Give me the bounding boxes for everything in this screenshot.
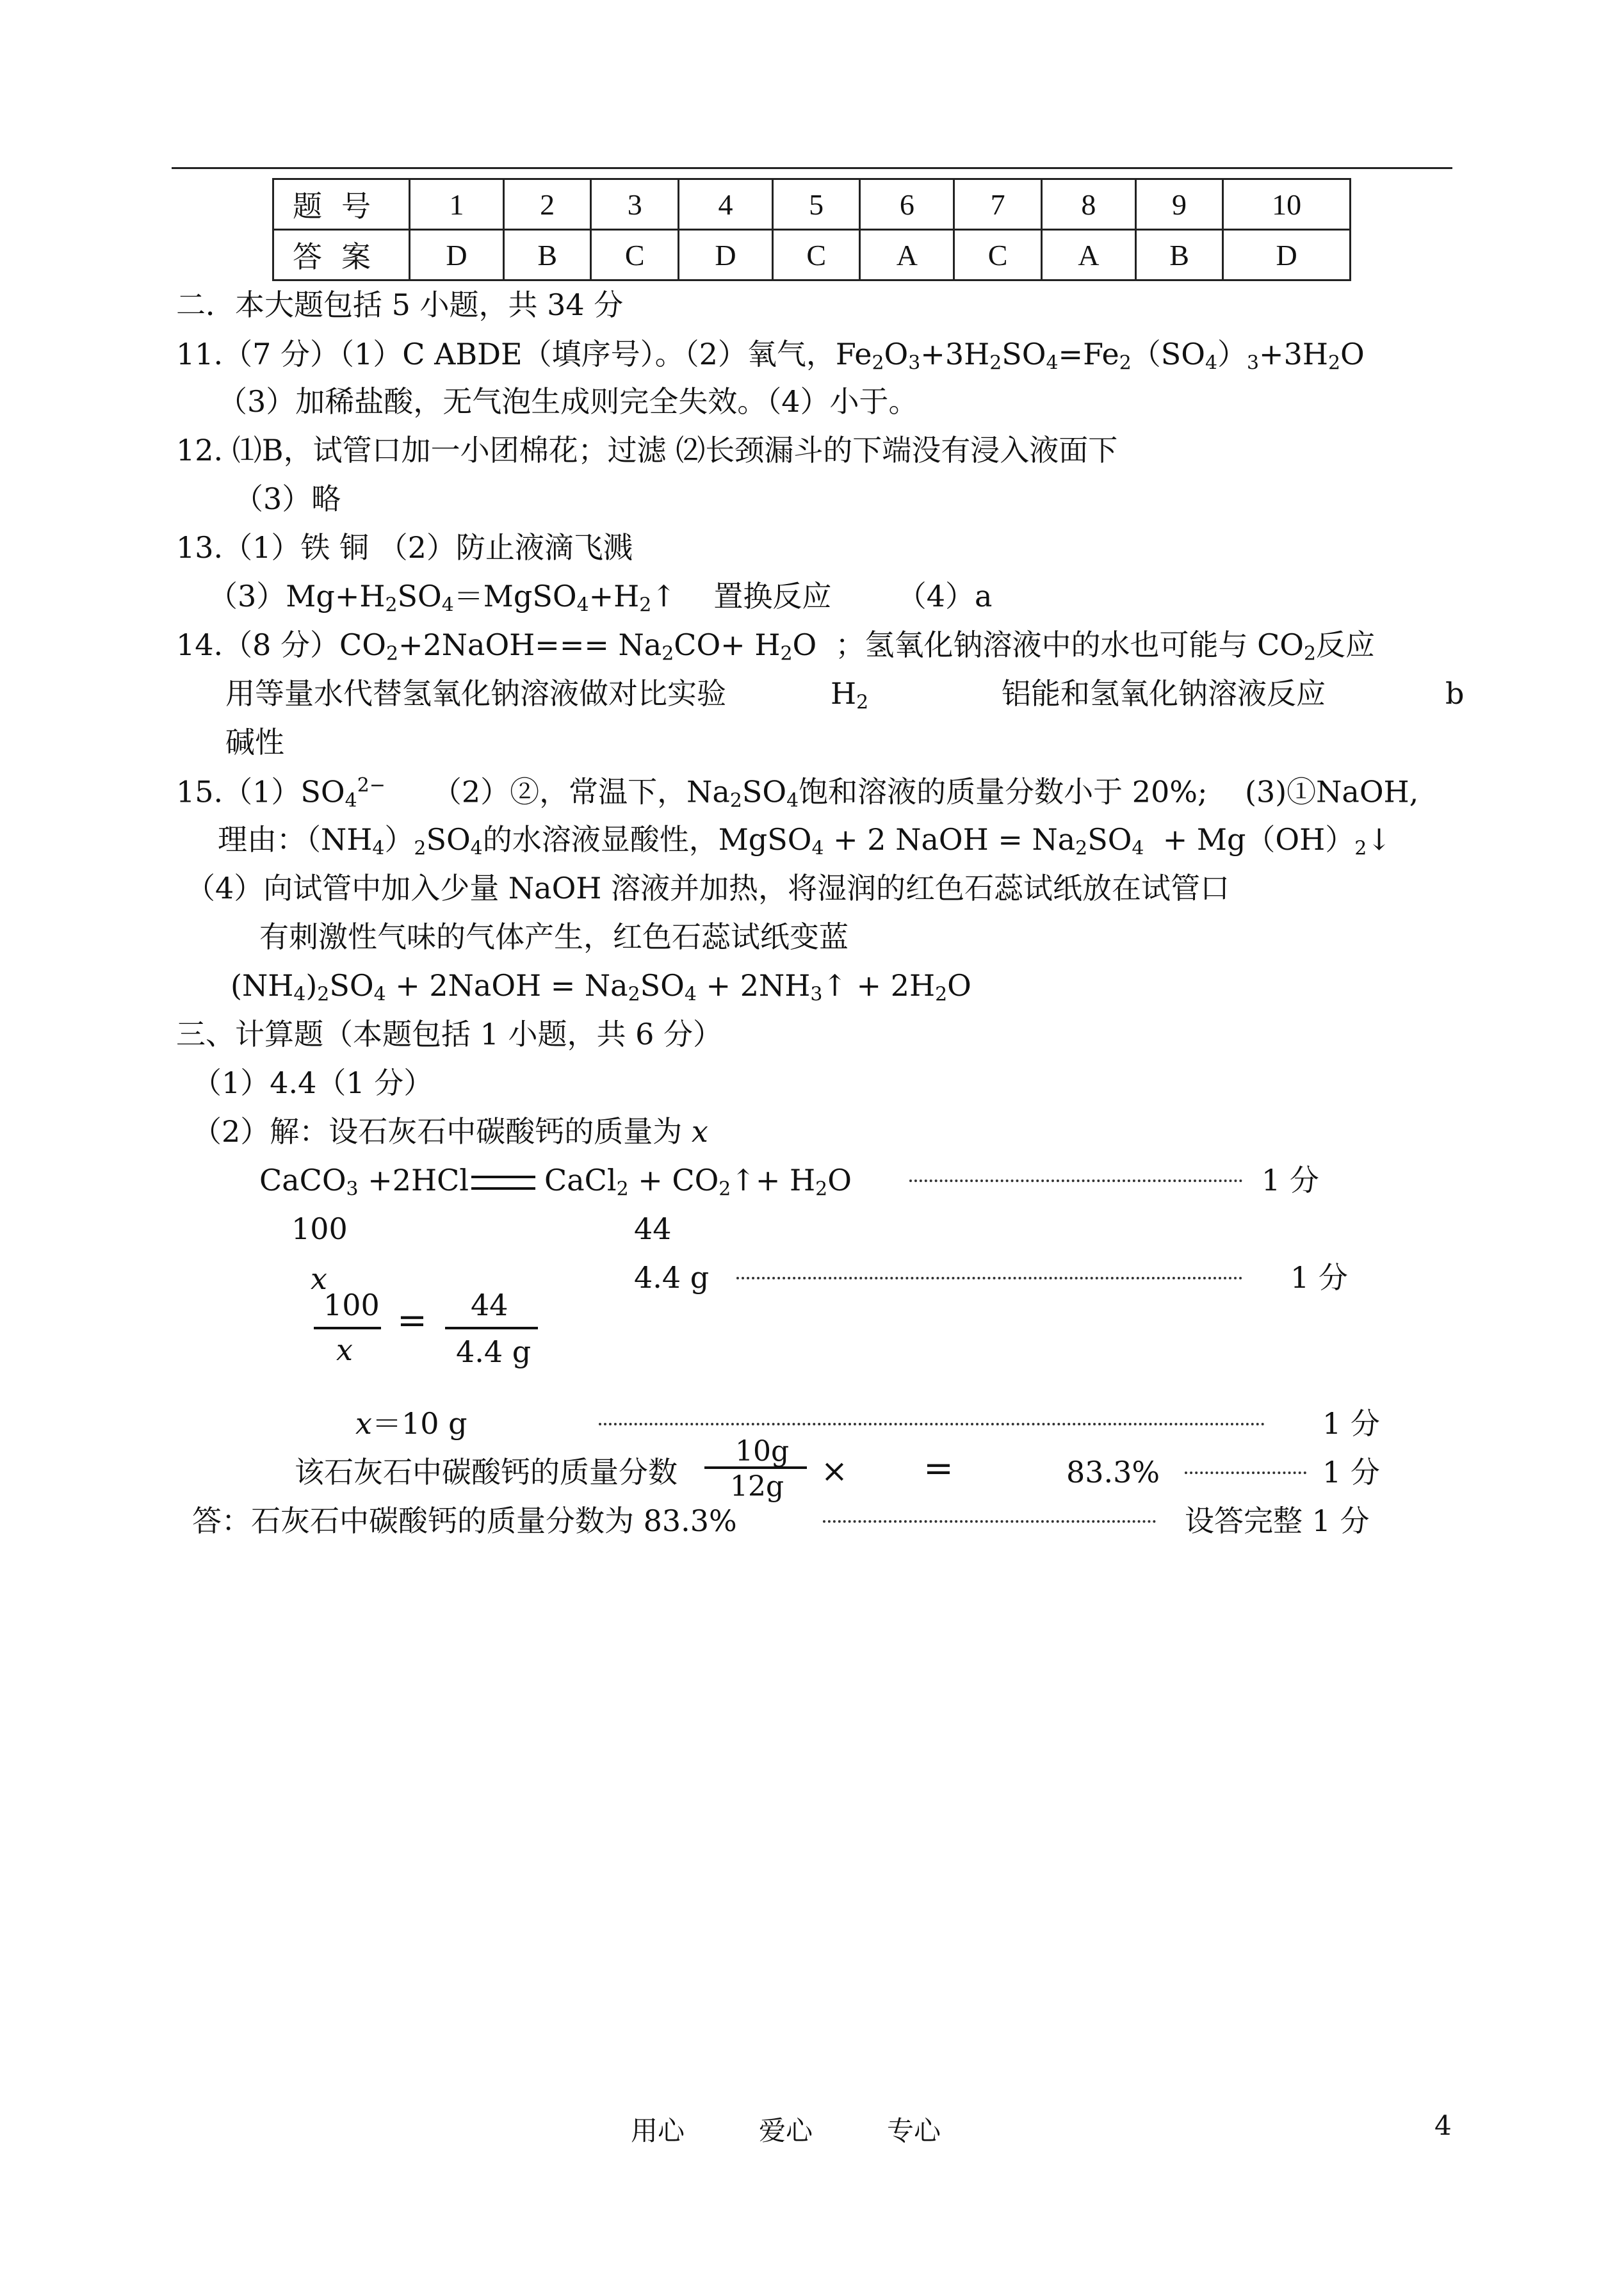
- section2-title: 二．本大题包括 5 小题，共 34 分: [176, 288, 624, 322]
- ratio-equals: =: [397, 1300, 427, 1342]
- answer-label: 答案: [273, 230, 410, 280]
- question-number: 8: [1041, 179, 1135, 230]
- percent-value: 83.3%: [1066, 1455, 1160, 1489]
- question-number: 10: [1223, 179, 1351, 230]
- answer-cell: D: [679, 230, 773, 280]
- question-number: 2: [503, 179, 591, 230]
- answer-table: [272, 178, 1351, 281]
- score-leader: [736, 1277, 1242, 1279]
- unknown-x: x: [311, 1261, 327, 1296]
- x-result-value: ＝10 g: [371, 1406, 467, 1441]
- section3-title: 三、计算题（本题包括 1 小题，共 6 分）: [176, 1017, 723, 1051]
- mass-co2: 44: [634, 1212, 672, 1246]
- percent-denominator: 12g: [730, 1470, 784, 1503]
- answer-table-header-row: [273, 179, 1351, 230]
- score: 1 分: [1290, 1260, 1348, 1295]
- q15-part2-end: 饱和溶液的质量分数小于 20%;: [799, 774, 1208, 809]
- q14-gas: $H_2$: [831, 676, 869, 714]
- score-leader: [1185, 1472, 1306, 1474]
- eq-hcl: +2HCl: [368, 1163, 469, 1197]
- times-sign: ×: [821, 1452, 848, 1489]
- question-number: 6: [860, 179, 954, 230]
- q14-gas-symbol: H: [831, 676, 857, 711]
- ratio-right-denominator: 4.4 g: [456, 1334, 532, 1369]
- percent-equals: =: [923, 1448, 954, 1489]
- mass-caco3: 100: [291, 1212, 348, 1246]
- question-number: 3: [591, 179, 679, 230]
- percent-bar: [704, 1466, 807, 1469]
- question-number: 9: [1135, 179, 1223, 230]
- question-number: 4: [679, 179, 773, 230]
- q14-note: ；氢氧化钠溶液中的水也可能与 CO: [835, 628, 1304, 662]
- answer-cell: B: [503, 230, 591, 280]
- q13-eq-start: （3）Mg+H: [208, 579, 386, 613]
- ratio-left-bar: [314, 1327, 381, 1329]
- q14-note-end: 反应: [1316, 628, 1376, 662]
- score-leader: [909, 1180, 1242, 1182]
- q13-reaction-type: 置换反应: [713, 579, 832, 613]
- q15-line2: 理由：$(NH_4)_2SO_4$的水溶液显酸性，MgSO$_4$ + 2 NaOH = $Na_2SO_4$ + $Mg(OH)_2↓$: [218, 822, 1392, 860]
- q13-line2: $(3)Mg+H_2SO_4=MgSO_4+H_2↑$ 置换反应 （4）a: [208, 579, 993, 617]
- q14-choice: b: [1445, 676, 1465, 711]
- answer-cell: A: [1041, 230, 1135, 280]
- q15-line1: $15.(1)SO_4^{2-}$ （2）②，常温下，$Na_2SO_4$饱和溶液的质量分数小于 20%; (3)①NaOH,: [176, 774, 1419, 812]
- answer-cell: C: [591, 230, 679, 280]
- q14-line1: 14.（8 分）$CO_2+2NaOH=== Na_2CO+ H_2O$ ；氢氧化钠溶液中的水也可能与 $CO_2$反应: [176, 628, 1376, 665]
- q12-line2: （3）略: [234, 482, 341, 516]
- score: 1 分: [1322, 1455, 1380, 1489]
- calc-part2-text: （2）解：设石灰石中碳酸钙的质量为: [192, 1114, 683, 1149]
- footer-slogan-1: 用心: [631, 2115, 685, 2146]
- answer-cell: A: [860, 230, 954, 280]
- q15-line4: 有刺激性气味的气体产生，红色石蕊试纸变蓝: [259, 920, 849, 954]
- calc-part1: （1）4.4（1 分）: [192, 1066, 434, 1100]
- question-number: 7: [954, 179, 1042, 230]
- equation-double-line: [471, 1176, 535, 1190]
- answer-cell: B: [1135, 230, 1223, 280]
- ratio-left-denominator: x: [336, 1333, 353, 1367]
- q15-start: 15.（1）SO: [176, 774, 345, 809]
- score-complete: 设答完整 1 分: [1185, 1504, 1370, 1538]
- answer-table-answer-row: [273, 230, 1351, 280]
- q11-line1: 11.（7 分）（1）C ABDE（填序号）。（2）氧气，$Fe_2O_3+3H_2SO_4=Fe_2(SO_4)_3+3H_2O$: [176, 337, 1365, 375]
- q14-start: 14.（8 分）CO: [176, 628, 386, 662]
- eq-caco3: CaCO: [259, 1163, 346, 1197]
- percent-label: 该石灰石中碳酸钙的质量分数: [295, 1455, 678, 1489]
- q11-line1-text: 11.（7 分）（1）C ABDE（填序号）。（2）氧气，Fe: [176, 337, 872, 371]
- q15-reason: 理由：（NH: [218, 822, 373, 857]
- question-number: 1: [410, 179, 504, 230]
- answer-cell: C: [772, 230, 860, 280]
- ratio-right-numerator: 44: [471, 1288, 508, 1322]
- q14-line3: 碱性: [225, 725, 284, 759]
- calc-part2: [192, 1114, 708, 1149]
- known-mass: 4.4 g: [634, 1260, 710, 1295]
- q14-contrast: 用等量水代替氢氧化钠溶液做对比实验: [225, 676, 726, 711]
- q15-part2: （2）②，常温下，Na: [432, 774, 730, 809]
- footer-slogan-2: 爱心: [759, 2115, 813, 2146]
- q15-reason-mid: 的水溶液显酸性，MgSO: [482, 822, 812, 857]
- reaction-equation: CaCO$_3$ +2HCl CaCl$_2$ + $CO_2↑+ H_2O$: [259, 1163, 852, 1201]
- answer-cell: D: [1223, 230, 1351, 280]
- footer-slogan-3: 专心: [887, 2115, 941, 2146]
- answer-cell: D: [410, 230, 504, 280]
- x-result: [355, 1406, 467, 1441]
- score: 1 分: [1322, 1406, 1380, 1441]
- q14-aluminium: 铝能和氢氧化钠溶液反应: [1002, 676, 1326, 711]
- ratio-right-bar: [445, 1327, 538, 1329]
- score-leader: [599, 1423, 1265, 1425]
- q15-equation: $(NH_4)_2SO_4$ + 2NaOH = $Na_2SO_4$ + $2NH_3↑ + 2H_2O$: [231, 968, 971, 1006]
- var-x: x: [691, 1114, 708, 1149]
- q12-line1: 12. ⑴B，试管口加一小团棉花；过滤 ⑵长颈漏斗的下端没有浸入液面下: [176, 433, 1118, 467]
- q15-line3: （4）向试管中加入少量 NaOH 溶液并加热，将湿润的红色石蕊试纸放在试管口: [186, 871, 1230, 905]
- ratio-left-numerator: 100: [323, 1288, 380, 1322]
- x-result-var: x: [355, 1406, 372, 1441]
- top-rule: [172, 167, 1452, 169]
- score-leader: [823, 1520, 1156, 1523]
- question-number: 5: [772, 179, 860, 230]
- q11-line2: （3）加稀盐酸，无气泡生成则完全失效。（4）小于。: [218, 384, 918, 419]
- answer-cell: C: [954, 230, 1042, 280]
- q13-line1: 13.（1）铁 铜 （2）防止液滴飞溅: [176, 530, 633, 565]
- final-answer: 答：石灰石中碳酸钙的质量分数为 83.3%: [192, 1504, 737, 1538]
- score: 1 分: [1262, 1163, 1319, 1197]
- eq-cacl2: CaCl: [544, 1163, 617, 1197]
- percent-numerator: 10g: [735, 1435, 790, 1468]
- q15-part3: (3)①NaOH,: [1245, 774, 1419, 809]
- q13-part4: （4）a: [897, 579, 993, 613]
- header-label: 题号: [273, 179, 410, 230]
- page-number: 4: [1434, 2110, 1452, 2141]
